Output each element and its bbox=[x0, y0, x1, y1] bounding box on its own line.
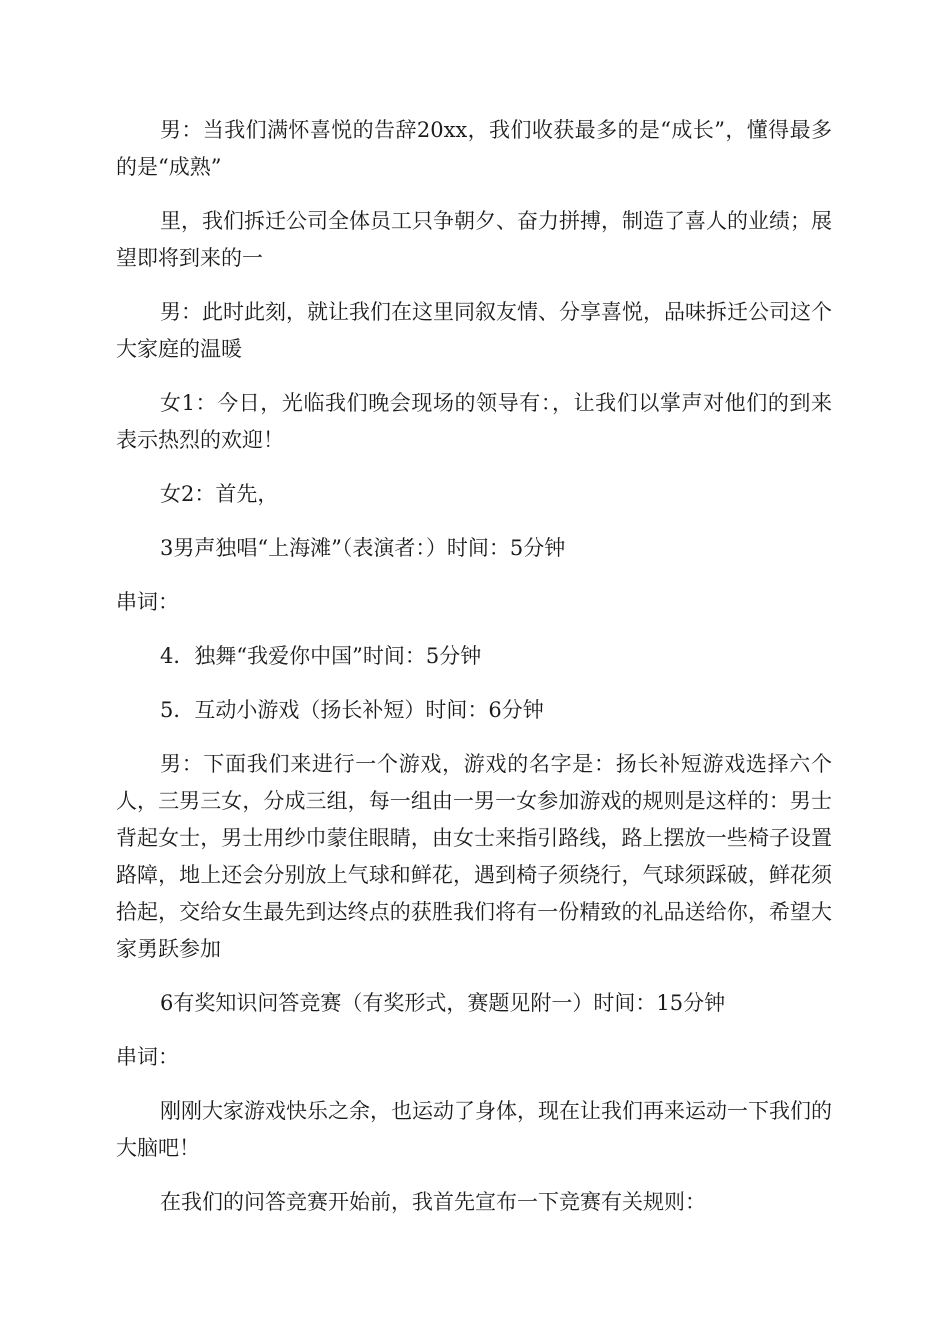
paragraph-4: 女1：今日，光临我们晚会现场的领导有：，让我们以掌声对他们的到来表示热烈的欢迎！ bbox=[116, 391, 832, 452]
paragraph-2: 里，我们拆迁公司全体员工只争朝夕、奋力拼搏，制造了喜人的业绩；展望即将到来的一 bbox=[116, 209, 832, 270]
program-item-6: 6有奖知识问答竞赛（有奖形式，赛题见附一）时间：15分钟 bbox=[160, 991, 726, 1015]
paragraph-3: 男：此时此刻，就让我们在这里同叙友情、分享喜悦，品味拆迁公司这个大家庭的温暖 bbox=[116, 300, 832, 361]
program-item-4: 4．独舞“我爱你中国”时间：5分钟 bbox=[160, 644, 482, 668]
paragraph-rules-intro: 在我们的问答竞赛开始前，我首先宣布一下竞赛有关规则： bbox=[160, 1190, 706, 1214]
program-item-3: 3男声独唱“上海滩”（表演者：）时间：5分钟 bbox=[160, 536, 566, 560]
section-label-chuanci-1: 串词： bbox=[116, 590, 179, 614]
section-label-chuanci-2: 串词： bbox=[116, 1045, 179, 1069]
paragraph-1: 男：当我们满怀喜悦的告辞20xx，我们收获最多的是“成长”，懂得最多的是“成熟” bbox=[116, 118, 832, 179]
paragraph-brain-exercise: 刚刚大家游戏快乐之余，也运动了身体，现在让我们再来运动一下我们的大脑吧！ bbox=[116, 1099, 832, 1160]
paragraph-5: 女2：首先， bbox=[160, 482, 279, 506]
program-item-5: 5．互动小游戏（扬长补短）时间：6分钟 bbox=[160, 698, 544, 722]
game-rules-paragraph: 男：下面我们来进行一个游戏，游戏的名字是：扬长补短游戏选择六个人，三男三女，分成三组，每一组由一男一女参加游戏的规则是这样的：男士背起女士，男士用纱巾蒙住眼睛，由女士来指引路线，路上摆放一些椅子设置路障，地上还会分别放上气球和鲜花，遇到椅子须绕行，气球须踩破，鲜花须拾起，交给女生最先到达终点的获胜我们将有一份精致的礼品送给你，希望大家勇跃参加 bbox=[116, 752, 832, 961]
document-body bbox=[116, 112, 832, 1238]
